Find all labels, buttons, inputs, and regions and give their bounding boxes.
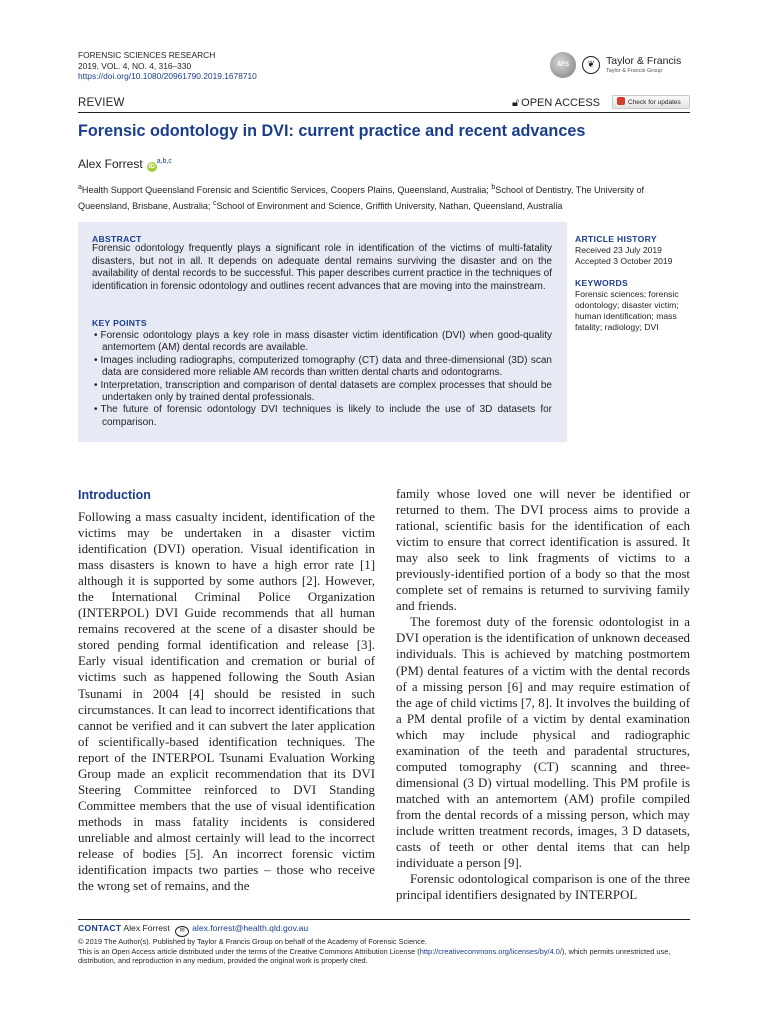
contact-email[interactable]: alex.forrest@health.qld.gov.au xyxy=(192,923,309,933)
license-link[interactable]: http://creativecommons.org/licenses/by/4.0/ xyxy=(419,946,562,956)
header-divider xyxy=(78,112,690,113)
publisher-subname: Taylor & Francis Group xyxy=(606,68,663,74)
aff-b-mark: b xyxy=(491,184,496,191)
article-history-heading: ARTICLE HISTORY xyxy=(575,234,657,244)
affiliations xyxy=(78,181,690,213)
article-type: REVIEW xyxy=(78,97,125,109)
key-point: • The future of forensic odontology DVI techniques is likely to include the use of 3D datasets for comparison. xyxy=(92,404,552,429)
aps-seal-icon: AFS xyxy=(550,52,576,78)
keywords-heading: KEYWORDS xyxy=(575,278,629,288)
license-footer xyxy=(78,937,690,966)
body-paragraph: family whose loved one will never be identified or returned to them. The DVI process aims to provide a rational, scientific basis for the identification of each victim to ensure that correct identification is assured. It may also seek to link fragments of victims to a previously-identified portion of a body so that the most complete set of remains is returned to surviving family and friends. xyxy=(396,487,690,614)
key-points-heading: KEY POINTS xyxy=(92,318,147,328)
author-name[interactable]: Alex Forrest xyxy=(78,157,143,171)
aff-a-mark: a xyxy=(78,184,82,191)
received-date: Received 23 July 2019 xyxy=(575,245,662,255)
publisher-name: Taylor & Francis xyxy=(606,55,682,67)
check-updates-button[interactable] xyxy=(612,95,690,109)
footer-divider xyxy=(78,919,690,920)
abstract-heading: ABSTRACT xyxy=(92,234,142,244)
license-text xyxy=(78,947,690,966)
body-paragraph: Following a mass casualty incident, identification of the victims may be undertaken in a disaster victim identification (DVI) operation. Visual identification in mass disasters is known to have a high error rate [1] although it is supported by some authors [2]. However, the International Criminal Police Organization (INTERPOL) DVI Guide recommends that all human remains recovered at the scene of a disaster should be stored pending formal identification and release [3]. Early visual identification and cremation or burial of victims such as happened following the South Asian Tsunami in 2004 [4] should be resisted in such circumstances. It can lead to incorrect identifications that cannot be verified and it can subvert the later application of scientifically-based identification techniques. The report of the INTERPOL Tsunami Evaluation Working Group made an explicit recommendation that its DVI Steering Committee reinforced to DVI Standing Committee members that the use of visual identification methods in mass fatality incidents is considered unreliable and almost certainly will lead to the incorrect release of bodies [5]. An incorrect forensic victim identification impacts two parties – those who receive the wrong set of remains, and the xyxy=(78,510,375,894)
taylor-francis-logo-icon: ❦ xyxy=(582,56,600,74)
body-column-right xyxy=(396,486,690,903)
body-paragraph: Forensic odontological comparison is one of the three principal identifiers designated by INTERPOL xyxy=(396,872,690,903)
contact-line xyxy=(78,923,308,937)
email-icon: ✉︎ xyxy=(175,926,189,937)
open-lock-icon: 🔓︎ xyxy=(512,97,520,109)
aff-c-mark: c xyxy=(212,200,217,208)
key-point: • Images including radiographs, computerized tomography (CT) data and three-dimensional (3D) scan data are considered more reliable AM records than written dental charts and odontograms. xyxy=(92,355,552,380)
aff-b: School of Dentistry, The University of Queensland, Brisbane, Australia; xyxy=(78,185,645,212)
keywords-text: Forensic sciences; forensic odontology; disaster victim; human identification; mass fatality; radiology; DVI xyxy=(575,289,679,332)
check-updates-label: Check for updates xyxy=(628,99,681,106)
contact-label: CONTACT xyxy=(78,923,122,933)
aff-a: Health Support Queensland Forensic and Scientific Services, Coopers Plains, Queensland, Australia; xyxy=(81,185,492,196)
journal-name: FORENSIC SCIENCES RESEARCH xyxy=(78,50,216,60)
publisher-logos xyxy=(557,52,690,80)
author-line xyxy=(78,157,172,172)
accepted-date: Accepted 3 October 2019 xyxy=(575,256,673,266)
article-history xyxy=(575,245,693,267)
article-title: Forensic odontology in DVI: current practice and recent advances xyxy=(78,122,586,140)
introduction-heading: Introduction xyxy=(78,488,151,502)
contact-name: Alex Forrest xyxy=(123,923,170,933)
author-affiliation-marks: a,b,c xyxy=(156,158,172,165)
doi-link[interactable]: https://doi.org/10.1080/20961790.2019.1678710 xyxy=(78,71,257,81)
journal-header xyxy=(78,50,257,82)
open-access-label: OPEN ACCESS xyxy=(521,97,600,109)
journal-volume: 2019, VOL. 4, NO. 4, 316–330 xyxy=(78,60,192,71)
orcid-icon[interactable]: iD xyxy=(148,163,155,170)
copyright-text: © 2019 The Author(s). Published by Taylor & Francis Group on behalf of the Academy of Forensic Science. xyxy=(78,937,428,946)
body-column-left xyxy=(78,509,375,894)
open-access-badge xyxy=(512,97,600,110)
body-paragraph: The foremost duty of the forensic odontologist in a DVI operation is the identification of unknown deceased individuals. This is achieved by matching postmortem (PM) dental features of a victim with the dental records of a missing person [6] and may require estimation of the age of child victims [7, 8]. It involves the building of a PM dental profile of a victim by dental examination which may include physical and radiographic examination of the teeth and paradental structures, computed tomography (CT) scanning and three-dimensional (3 D) virtual modelling. This PM profile is matched with an antemortem (AM) profile compiled from the dental records of a missing person, which may include written treatment records, images, 3 D datasets, casts of teeth or other dental items that can help individuate a person [9]. xyxy=(396,615,690,871)
key-point: • Forensic odontology plays a key role in mass disaster victim identification (DVI) when good-quality antemortem (AM) dental records are available. xyxy=(92,330,552,355)
key-points-list xyxy=(92,330,552,429)
license-post: ), which permits unrestricted use, distribution, and reproduction in any medium, provided the original work is properly cited. xyxy=(78,946,671,966)
aff-c: School of Environment and Science, Griffith University, Nathan, Queensland, Australia xyxy=(216,201,563,212)
license-pre: This is an Open Access article distributed under the terms of the Creative Commons Attribution License ( xyxy=(78,946,420,956)
crossmark-icon xyxy=(617,97,625,105)
key-point: • Interpretation, transcription and comparison of dental datasets are complex processes that should be undertaken only by trained dental professionals. xyxy=(92,380,552,405)
abstract-text: Forensic odontology frequently plays a significant role in identification of the victims of multi-fatality disasters, but not in all. It depends on adequate dental remains surviving the disaster and on the availability of dental records to be successful. This paper describes current practice in the techniques of identification in forensic odontology and outlines recent advances that are moving into the mainstream. xyxy=(92,243,552,292)
